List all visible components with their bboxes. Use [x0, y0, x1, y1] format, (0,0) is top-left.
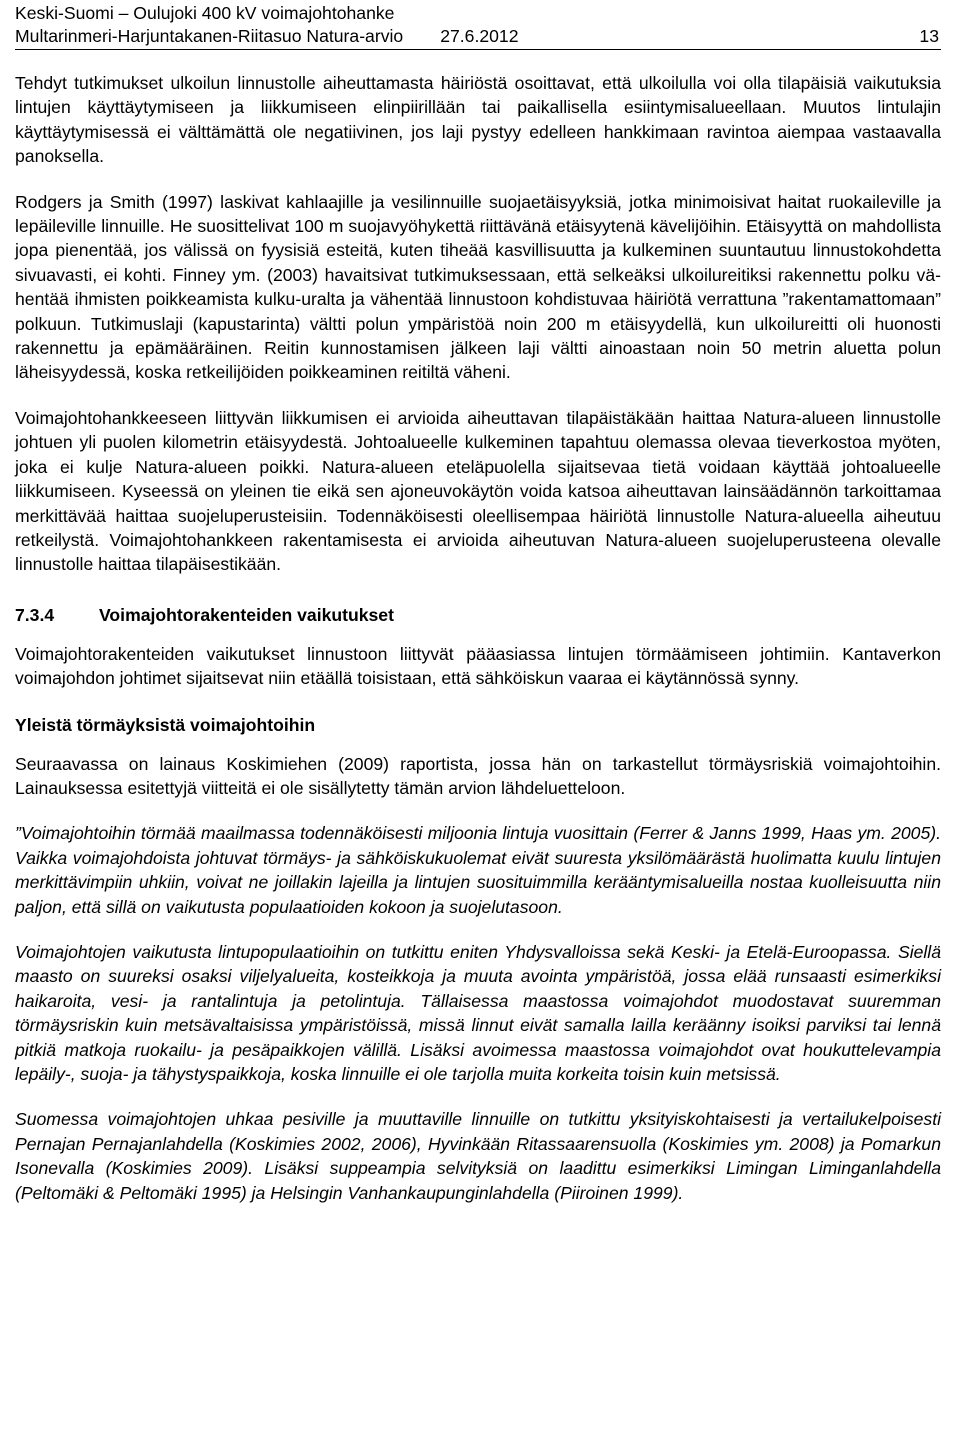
section-number: 7.3.4 [15, 604, 55, 625]
quote-paragraph-3: Suomessa voimajohtojen uhkaa pesiville ja muuttaville linnuille on tutkittu yksityiskohtaisesti ja vertailukelpoisesti Pernajan Pernajanlahdella (Koskimies 2002, 2006), Hyvinkään Ritassaarensuolla (Koskimies ym. 2008) ja Pomarkun Isonevalla (Koskimies 2009). Lisäksi suppeampia selvityksiä on laadittu esimerkiksi Limingan Liminganlahdella (Peltomäki & Peltomäki 1995) ja Helsingin Vanhankaupunginlahdella (Piiroinen 1999). [15, 1109, 941, 1203]
quote-paragraph-2: Voimajohtojen vaikutusta lintupopulaatioihin on tutkittu eniten Yhdysvalloissa sekä Keski- ja Etelä-Euroopassa. Siellä maasto on suureksi osaksi viljelyalueita, kosteikkoja ja muuta avointa ympäristöä, jossa elää runsaasti esimerkiksi haikaroita, vesi- ja rantalintuja ja petolintuja. Tällaisessa maastossa voimajohdot muodostavat suuremman törmäysriskin kuin metsävaltaisissa ympäristöissä, missä linnut eivät samalla lailla keräänny isoiksi parviksi tai lennä pitkiä matkoja ruokailu- ja pesäpaikkojen välillä. Lisäksi avoimessa maastossa voimajohdot ovat houkuttelevampia lepäily-, suoja- ja tähystyspaikkoja, koska linnuille ei ole tarjolla muita korkeita toisin kuin metsissä. [15, 941, 941, 1084]
paragraph-quote-intro: Seuraavassa on lainaus Koskimiehen (2009) raportista, jossa hän on tarkastellut törmäysriskiä voimajohtoihin. Lainauksessa esitettyjä viitteitä ei ole sisällytetty tämän arvion lähdeluetteloon. [15, 753, 941, 798]
header-project-title: Keski-Suomi – Oulujoki 400 kV voimajohtohanke [15, 3, 395, 23]
paragraph-project-movement: Voimajohtohankkeeseen liittyvän liikkumisen ei arvioida aiheuttavan tilapäistäkään haittaa Natura-alueen linnustolle johtuen yli puolen kilometrin etäisyydestä. Johtoalueelle kulkeminen tapahtuu olemassa olevaa tieverkostoa myöten, joka ei kulje Natura-alueen poikki. Natura-alueen eteläpuolella sijaitsevaa tietä voidaan käyttää johtoalueelle liikkumiseen. Kyseessä on yleinen tie eikä sen ajoneuvokäytön voida katsoa aiheuttavan lainsäädännön tarkoittamaa merkittävää haittaa suojeluperusteisiin. Todennäköisesti oleellisempaa häiriötä linnustolle Natura-alueella aiheutuu retkeilystä. Voimajohtohankkeen rakentamisesta ei arvioida aiheutuvan Natura-alueen suojeluperusteena olevalle linnustolle haittaa tilapäisestikään. [15, 407, 941, 575]
document-page [15, 0, 941, 1205]
header-report-title: Multarinmeri-Harjuntakanen-Riitasuo Natura-arvio [15, 26, 404, 46]
section-heading [15, 603, 941, 627]
section-title: Voimajohtorakenteiden vaikutukset [99, 604, 394, 625]
paragraph-outdoor-disturbance: Tehdyt tutkimukset ulkoilun linnustolle aiheuttamasta häiriöstä osoittavat, että ulkoilulla voi olla tilapäisiä vaikutuksia lintujen käyttäytymiseen ja liikkumiseen elinpiirillään tai paikallisella esiintymisalueellaan. Muutos lintulajin käyttäytymisessä ei välttämättä ole negatiivinen, jos laji pystyy edelleen hankkimaan ravintoa aiempaa vastaavalla panoksella. [15, 73, 941, 167]
quote-paragraph-1: ”Voimajohtoihin törmää maailmassa todennäköisesti miljoonia lintuja vuosittain (Ferrer & Janns 1999, Haas ym. 2005). Vaikka voimajohdoista johtuvat törmäys- ja sähköiskukuolemat eivät suuresta yksilömäärästä huolimatta kuulu lintujen merkittävimpiin uhkiin, voivat ne joillakin lajeilla ja lintujen suosituimmilla kerääntymisalueilla nostaa kuolleisuutta niin paljon, että sillä on vaikutusta populaatioiden kokoon ja suojelutasoon. [15, 823, 941, 917]
header-date: 27.6.2012 [440, 26, 519, 46]
page-number: 13 [919, 26, 939, 46]
paragraph-buffer-distances: Rodgers ja Smith (1997) laskivat kahlaajille ja vesilinnuille suojaetäisyyksiä, jotka minimoisivat haitat ruokaileville ja lepäileville linnuille. He suosittelivat 100 m suojavyöhykettä riittävänä etäisyytenä kävelijöihin. Etäisyyttä on mahdollista jopa pienentää, jos välissä on fyysisiä esteitä, kuten tiheää kasvillisuutta ja kulkeminen suuntautuu linnustokohdetta sivuavasti, ei kohti. Finney ym. (2003) havaitsivat tutkimuksessaan, että selkeäksi ulkoilureitiksi rakennettu polku vähentää ihmisten poikkeamista kulku-uralta ja vähentää linnustoon kohdistuvaa häiriötä verrattuna ”rakentamattomaan” polkuun. Tutkimuslaji (kapustarinta) vältti polun ympäristöä noin 200 m etäisyydellä, kun ulkoilureitti oli huonosti rakennettu ja epämääräinen. Reitin kunnostamisen jälkeen laji vältti ainoastaan noin 50 metrin aluetta polun läheisyydessä, koska retkeilijöiden poikkeaminen reitiltä väheni. [15, 191, 941, 383]
page-header [15, 0, 941, 50]
paragraph-structure-effects: Voimajohtorakenteiden vaikutukset linnustoon liittyvät pääasiassa lintujen törmäämiseen johtimiin. Kantaverkon voimajohdon johtimet sijaitsevat niin etäällä toisistaan, että sähköiskun vaaraa ei käytännössä synny. [15, 643, 941, 689]
subheading: Yleistä törmäyksistä voimajohtoihin [15, 714, 316, 735]
